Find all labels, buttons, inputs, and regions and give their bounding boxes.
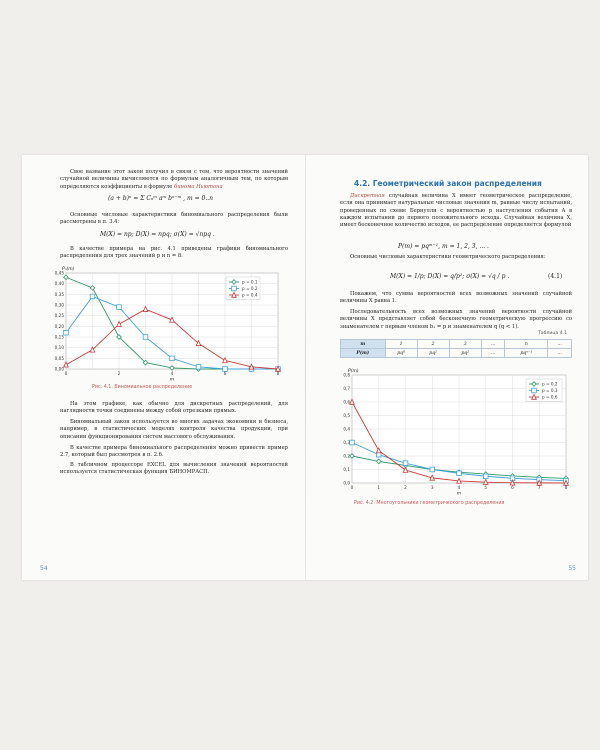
table-cell: P(m) <box>341 349 386 358</box>
table-4-1-caption: Таблица 4.1 <box>538 331 568 336</box>
x-tick-label: 7 <box>537 485 541 490</box>
y-tick-label: 0,2 <box>343 453 350 459</box>
left-page-number: 54 <box>40 565 48 572</box>
table-row <box>341 349 572 358</box>
x-tick-label: 1 <box>377 485 381 490</box>
legend-marker <box>532 388 537 393</box>
data-point <box>196 365 201 370</box>
right-formula-2: M(X) = 1/p; D(X) = q/p²; σ(X) = √q / p . <box>390 273 510 280</box>
data-point <box>117 305 122 310</box>
y-tick-label: 0,25 <box>54 313 64 319</box>
left-page <box>22 155 305 580</box>
table-cell: 2 <box>417 340 449 349</box>
left-formula-2: M(X) = np; D(X) = npq; σ(X) = √npq . <box>100 231 215 238</box>
y-tick-label: 0,20 <box>54 323 64 329</box>
left-para1-text: Свое название этот закон получил в связи с тем, что вероятности значений случайной величины вычисляются по формулам аналогичным тем, по которым определяются коэффициенты в формуле <box>60 169 288 190</box>
y-tick-label: 0,7 <box>343 386 350 391</box>
legend-marker <box>232 286 237 291</box>
y-tick-label: 0,15 <box>54 334 64 340</box>
y-axis-label: P(m) <box>348 369 359 374</box>
data-point <box>64 330 69 335</box>
x-axis-label: m <box>169 377 175 383</box>
table-cell: 1 <box>385 340 417 349</box>
data-point <box>430 467 435 472</box>
table-row <box>341 340 572 349</box>
binomial-chart <box>38 265 288 383</box>
geometric-chart <box>330 367 580 499</box>
left-paragraph-6: В качестве примера биномиального распределения можно привести пример 2.7, который был рассмотрен в п. 2.6. <box>60 445 288 459</box>
legend <box>226 277 260 300</box>
legend-label: p = 0,3 <box>542 388 558 394</box>
table-cell: pq⁰ <box>385 349 417 358</box>
y-tick-label: 0,40 <box>54 281 64 287</box>
data-point <box>143 335 148 340</box>
left-paragraph-2: Основные числовые характеристики биномиального распределения были рассмотрены в п. 3.4: <box>60 212 288 226</box>
table-cell: n <box>505 340 548 349</box>
x-tick-label: 3 <box>430 485 434 490</box>
legend-label: p = 0,2 <box>542 381 558 387</box>
right-page-number: 55 <box>568 565 576 572</box>
x-tick-label: 2 <box>404 485 407 490</box>
table-cell: ... <box>548 349 572 358</box>
legend-label: p = 0.4 <box>242 292 258 298</box>
x-tick-label: 6 <box>511 485 514 490</box>
data-point <box>457 471 462 476</box>
section-title: 4.2. Геометрический закон распределения <box>354 179 542 188</box>
figure-4-2-caption: Рис. 4.2. Многоугольники геометрического распределения <box>354 501 505 506</box>
book-spread <box>22 155 588 580</box>
y-tick-label: 0,00 <box>54 366 64 372</box>
y-tick-label: 0,8 <box>343 372 350 378</box>
data-point <box>483 474 488 479</box>
data-point <box>350 440 355 445</box>
legend-label: p = 0,6 <box>542 394 558 400</box>
left-paragraph-1 <box>60 169 288 191</box>
figure-4-1-caption: Рис. 4.1. Биномиальное распределение <box>92 385 193 390</box>
x-tick-label: 8 <box>564 485 568 490</box>
x-tick-label: 4 <box>170 371 174 376</box>
table-cell: pq¹ <box>417 349 449 358</box>
x-tick-label: 5 <box>484 485 488 490</box>
left-paragraph-7: В табличном процессоре EXCEL для вычисления значений вероятностей используется статистическая функция БИНОМРАСП. <box>60 462 288 476</box>
y-tick-label: 0,45 <box>54 270 64 276</box>
right-formula-1: P(m) = pqᵐ⁻¹, m = 1, 2, 3, ... . <box>398 243 489 250</box>
term-discrete: Дискретная <box>350 193 385 199</box>
x-tick-label: 2 <box>117 371 121 376</box>
table-cell: ... <box>481 349 505 358</box>
right-paragraph-2: Основные числовые характеристики геометрического распределения: <box>350 254 546 260</box>
table-cell: ... <box>548 340 572 349</box>
left-paragraph-5: Биномиальный закон используется во многих задачах экономики и бизнеса, например, в статистических моделях контроля качества продукции, при описании функционирования систем массового обслуживания. <box>60 419 288 440</box>
legend-label: p = 0.1 <box>242 279 258 285</box>
x-tick-label: 0 <box>350 485 354 490</box>
right-paragraph-1 <box>340 193 572 229</box>
binomial-newton-link: бинома Ньютона <box>174 183 223 190</box>
y-tick-label: 0,1 <box>343 467 350 472</box>
left-paragraph-4: На этом графике, как обычно для дискретных распределений, для наглядности точки соединены между собой отрезками прямых. <box>60 401 288 415</box>
y-tick-label: 0,3 <box>343 440 350 445</box>
y-tick-label: 0,30 <box>54 302 64 308</box>
right-page <box>306 155 588 580</box>
right-formula-2-number: (4.1) <box>548 273 563 280</box>
data-point <box>223 367 228 372</box>
table-cell: m <box>341 340 386 349</box>
y-tick-label: 0,4 <box>343 426 350 432</box>
table-cell: 3 <box>449 340 481 349</box>
table-cell: pq² <box>449 349 481 358</box>
y-tick-label: 0,35 <box>54 291 64 297</box>
right-paragraph-4: Последовательность всех возможных значений вероятности случайной величины X представляет собой бесконечную геометрическую прогрессию со знаменателем r первым членом b₁ = p и знаменателем q (q < 1). <box>340 309 572 330</box>
y-tick-label: 0,10 <box>54 345 64 351</box>
x-tick-label: 0 <box>64 371 68 376</box>
legend-label: p = 0.2 <box>242 286 258 292</box>
right-para1-text: случайная величина X имеет геометрическое распределение, если она принимает натуральные числовые значения m, равные числу испытаний, проведенных по схеме Бернулли с вероятностью p наступления события A в каждом испытании до первого положительного исхода. Случайная величина X, имеет бесконечное количество исходов, ее распределение определяется формулой <box>340 193 572 229</box>
data-point <box>403 461 408 466</box>
data-point <box>170 356 175 361</box>
y-tick-label: 0,5 <box>343 413 350 418</box>
left-formula-1: (a + b)ⁿ = Σ Cₙᵐ aᵐ bⁿ⁻ᵐ , m = 0..n <box>108 195 214 202</box>
legend <box>526 379 562 402</box>
y-tick-label: 0,0 <box>343 480 350 486</box>
left-paragraph-3: В качестве примера на рис. 4.1 приведены графики биномиального распределения для трех значений p и n = 8. <box>60 246 288 260</box>
data-point <box>90 294 95 299</box>
y-tick-label: 0,6 <box>343 399 350 405</box>
y-tick-label: 0,05 <box>54 355 64 361</box>
x-tick-label: 8 <box>276 371 280 376</box>
x-tick-label: 6 <box>223 371 227 376</box>
table-4-1 <box>340 339 572 358</box>
x-axis-label: m <box>456 491 462 497</box>
table-cell: ... <box>481 340 505 349</box>
x-tick-label: 4 <box>457 485 461 490</box>
y-axis-label: Pₙ(m) <box>62 267 75 272</box>
right-paragraph-3: Покажем, что сумма вероятностей всех возможных значений случайной величины X равна 1. <box>340 291 572 305</box>
table-cell: pqⁿ⁻¹ <box>505 349 548 358</box>
